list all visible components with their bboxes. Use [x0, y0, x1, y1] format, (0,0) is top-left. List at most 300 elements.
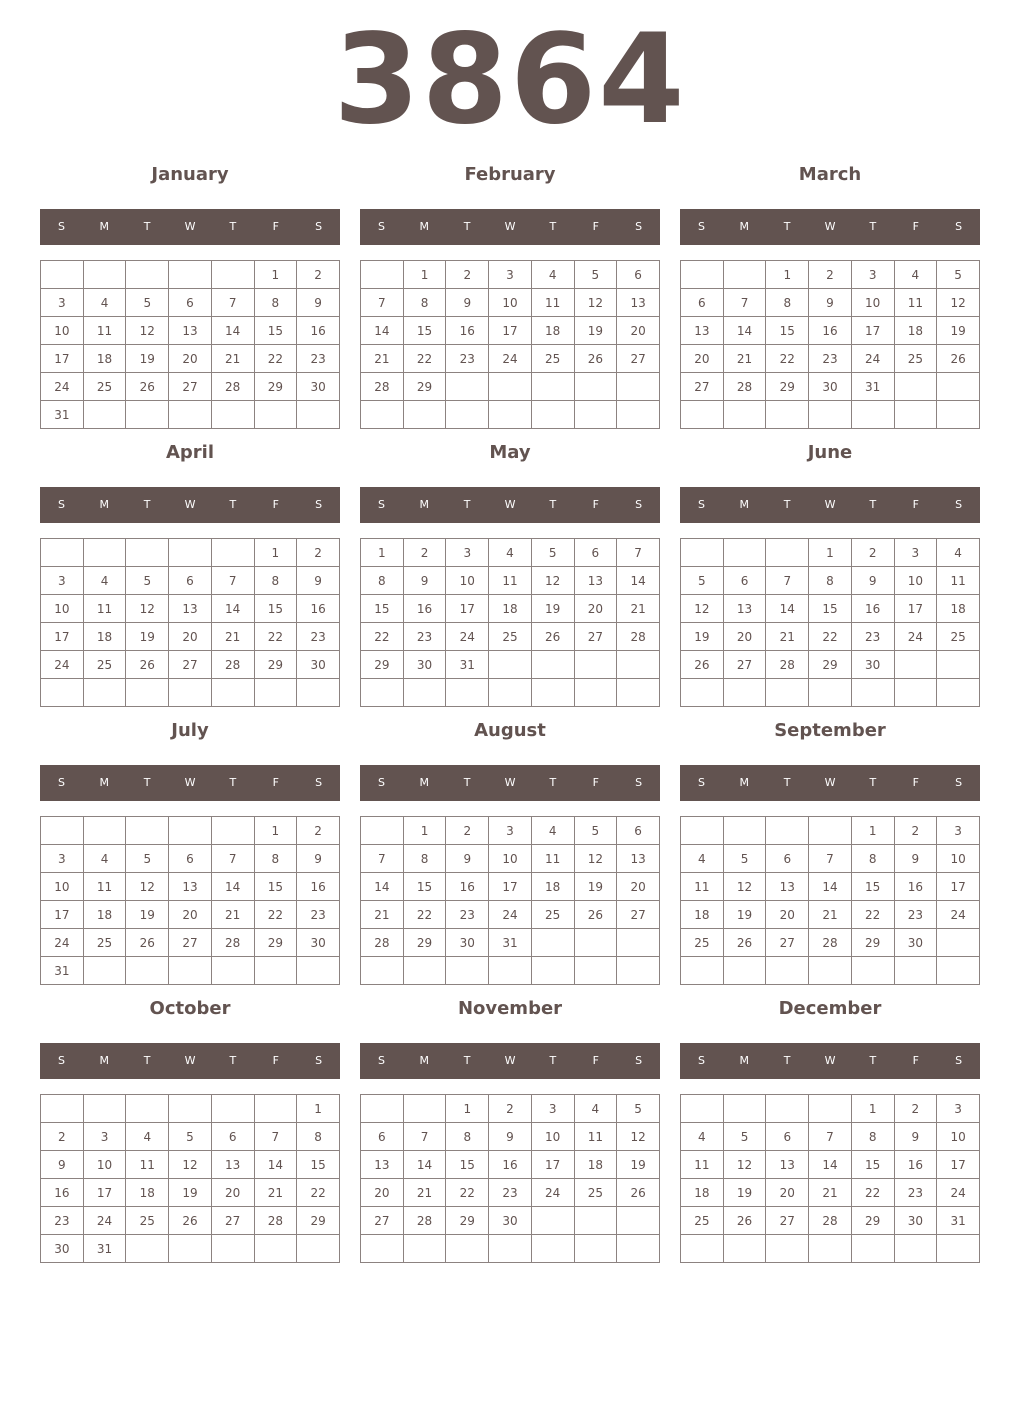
day-cell: 10	[894, 567, 937, 595]
day-cell: 9	[403, 567, 446, 595]
day-cell: 30	[297, 929, 340, 957]
day-cell: 5	[937, 261, 980, 289]
weekday-label: T	[783, 498, 791, 511]
day-cell: 28	[361, 929, 404, 957]
weekday-label: S	[57, 1054, 65, 1067]
day-cell	[681, 817, 724, 845]
day-cell: 26	[126, 373, 169, 401]
day-cell: 4	[574, 1095, 617, 1123]
week-row	[41, 317, 340, 345]
day-cell	[681, 679, 724, 707]
day-cell: 13	[766, 873, 809, 901]
day-cell	[403, 679, 446, 707]
day-cell: 16	[446, 317, 489, 345]
day-cell	[361, 679, 404, 707]
day-cell: 6	[574, 539, 617, 567]
day-cell: 17	[851, 317, 894, 345]
day-cell	[531, 373, 574, 401]
day-cell	[574, 401, 617, 429]
week-row	[41, 1207, 340, 1235]
day-cell: 6	[169, 845, 212, 873]
day-cell: 6	[617, 261, 660, 289]
day-cell: 31	[446, 651, 489, 679]
day-cell: 13	[723, 595, 766, 623]
day-cell: 14	[254, 1151, 297, 1179]
day-cell: 11	[574, 1123, 617, 1151]
day-cell	[254, 679, 297, 707]
day-cell	[211, 261, 254, 289]
day-cell: 18	[531, 873, 574, 901]
weekday-label: F	[272, 776, 279, 789]
month-name: June	[807, 442, 853, 463]
weekday-label: M	[99, 220, 110, 233]
day-cell: 22	[361, 623, 404, 651]
week-row	[361, 845, 660, 873]
weekday-label: M	[739, 776, 750, 789]
weekday-label: F	[912, 1054, 919, 1067]
day-cell: 27	[617, 345, 660, 373]
day-cell: 22	[809, 623, 852, 651]
day-cell: 29	[361, 651, 404, 679]
week-row	[41, 539, 340, 567]
day-cell: 3	[41, 289, 84, 317]
day-cell: 4	[894, 261, 937, 289]
day-cell: 20	[169, 345, 212, 373]
day-cell: 12	[126, 317, 169, 345]
day-cell: 3	[531, 1095, 574, 1123]
day-cell: 31	[489, 929, 532, 957]
month-name: August	[474, 720, 546, 741]
day-cell: 2	[809, 261, 852, 289]
weekday-label: T	[143, 776, 151, 789]
day-cell: 22	[297, 1179, 340, 1207]
day-cell: 27	[766, 929, 809, 957]
weekday-label: W	[184, 498, 196, 511]
week-row	[681, 1151, 980, 1179]
day-cell: 2	[446, 817, 489, 845]
day-cell: 14	[361, 317, 404, 345]
day-cell: 19	[126, 901, 169, 929]
day-cell: 27	[169, 929, 212, 957]
day-cell: 14	[403, 1151, 446, 1179]
day-cell	[766, 679, 809, 707]
day-cell: 21	[403, 1179, 446, 1207]
day-cell: 5	[169, 1123, 212, 1151]
day-cell: 19	[617, 1151, 660, 1179]
day-cell	[126, 817, 169, 845]
day-cell: 15	[851, 1151, 894, 1179]
day-cell: 25	[489, 623, 532, 651]
day-cell: 19	[574, 873, 617, 901]
day-cell	[211, 1095, 254, 1123]
day-cell: 28	[809, 1207, 852, 1235]
day-cell: 12	[681, 595, 724, 623]
day-cell: 7	[361, 289, 404, 317]
weekday-label: S	[697, 498, 705, 511]
weekday-label: W	[184, 1054, 196, 1067]
day-cell: 29	[809, 651, 852, 679]
day-cell	[126, 539, 169, 567]
week-row	[41, 595, 340, 623]
week-row	[681, 373, 980, 401]
day-cell: 23	[403, 623, 446, 651]
day-cell: 22	[851, 901, 894, 929]
day-cell: 11	[489, 567, 532, 595]
day-cell	[681, 957, 724, 985]
day-cell: 4	[531, 817, 574, 845]
day-grid	[360, 260, 660, 429]
week-row	[681, 1123, 980, 1151]
weekday-label: T	[143, 498, 151, 511]
day-cell	[169, 1235, 212, 1263]
day-cell	[126, 1095, 169, 1123]
day-cell: 21	[809, 1179, 852, 1207]
day-cell: 24	[41, 373, 84, 401]
weekday-label: M	[419, 1054, 430, 1067]
day-cell	[254, 401, 297, 429]
day-cell: 24	[851, 345, 894, 373]
day-cell	[617, 651, 660, 679]
day-cell: 4	[937, 539, 980, 567]
day-cell	[41, 1095, 84, 1123]
day-cell: 1	[403, 261, 446, 289]
day-cell	[723, 1095, 766, 1123]
day-cell	[169, 1095, 212, 1123]
day-cell	[809, 957, 852, 985]
day-cell: 23	[297, 901, 340, 929]
weekday-label: T	[549, 498, 557, 511]
day-cell: 3	[446, 539, 489, 567]
day-cell: 4	[126, 1123, 169, 1151]
day-cell: 12	[574, 845, 617, 873]
week-row	[41, 1235, 340, 1263]
day-cell	[894, 1235, 937, 1263]
week-row	[681, 817, 980, 845]
month-name: March	[798, 164, 862, 185]
day-cell	[126, 679, 169, 707]
day-cell	[211, 679, 254, 707]
day-cell	[126, 261, 169, 289]
day-cell	[617, 401, 660, 429]
day-cell: 3	[83, 1123, 126, 1151]
day-cell	[211, 401, 254, 429]
day-cell: 17	[489, 317, 532, 345]
day-cell: 1	[766, 261, 809, 289]
day-cell: 15	[766, 317, 809, 345]
day-cell: 30	[894, 929, 937, 957]
day-cell: 1	[446, 1095, 489, 1123]
week-row	[361, 1235, 660, 1263]
day-cell: 1	[361, 539, 404, 567]
day-cell	[617, 373, 660, 401]
day-cell: 13	[574, 567, 617, 595]
day-cell	[723, 957, 766, 985]
weekday-label: F	[912, 498, 919, 511]
weekday-label: S	[955, 220, 963, 233]
weekday-header	[680, 1043, 980, 1079]
weekday-label: W	[504, 776, 516, 789]
weekday-label: S	[955, 1054, 963, 1067]
week-row	[361, 289, 660, 317]
day-cell: 3	[894, 539, 937, 567]
day-cell: 12	[126, 595, 169, 623]
day-cell: 20	[681, 345, 724, 373]
day-cell: 25	[531, 345, 574, 373]
weekday-label: T	[229, 776, 237, 789]
day-cell: 14	[361, 873, 404, 901]
day-cell: 10	[531, 1123, 574, 1151]
day-cell: 4	[489, 539, 532, 567]
week-row	[361, 373, 660, 401]
day-cell: 7	[809, 845, 852, 873]
day-cell	[446, 1235, 489, 1263]
day-cell: 4	[681, 1123, 724, 1151]
weekday-label: T	[143, 220, 151, 233]
day-cell: 10	[937, 1123, 980, 1151]
day-cell: 2	[297, 539, 340, 567]
day-cell: 15	[297, 1151, 340, 1179]
day-cell: 24	[489, 901, 532, 929]
day-cell: 16	[297, 873, 340, 901]
day-cell	[809, 1235, 852, 1263]
day-cell	[809, 401, 852, 429]
week-row	[41, 289, 340, 317]
day-cell: 5	[723, 1123, 766, 1151]
day-cell	[617, 1235, 660, 1263]
day-cell: 16	[851, 595, 894, 623]
week-row	[41, 401, 340, 429]
weekday-label: F	[592, 1054, 599, 1067]
weekday-label: T	[549, 776, 557, 789]
day-cell: 11	[83, 317, 126, 345]
weekday-label: T	[229, 498, 237, 511]
month-name: February	[464, 164, 556, 185]
day-cell	[894, 957, 937, 985]
day-cell: 1	[851, 817, 894, 845]
day-cell: 29	[254, 651, 297, 679]
day-cell	[83, 817, 126, 845]
day-cell: 17	[41, 345, 84, 373]
day-cell: 19	[723, 1179, 766, 1207]
day-cell: 19	[126, 623, 169, 651]
day-cell: 12	[126, 873, 169, 901]
day-cell	[809, 817, 852, 845]
day-cell: 28	[254, 1207, 297, 1235]
month-name: July	[171, 720, 209, 741]
weekday-label: W	[824, 776, 836, 789]
day-cell	[617, 1207, 660, 1235]
day-cell	[83, 957, 126, 985]
month-name: October	[149, 998, 231, 1019]
weekday-label: M	[739, 498, 750, 511]
day-cell: 5	[617, 1095, 660, 1123]
day-cell	[531, 651, 574, 679]
day-cell: 20	[723, 623, 766, 651]
day-cell	[681, 261, 724, 289]
day-cell: 30	[403, 651, 446, 679]
day-cell	[531, 401, 574, 429]
day-cell: 24	[446, 623, 489, 651]
day-grid	[680, 1094, 980, 1263]
day-cell: 11	[937, 567, 980, 595]
day-cell: 20	[617, 873, 660, 901]
week-row	[361, 623, 660, 651]
day-cell	[297, 679, 340, 707]
day-cell: 5	[126, 567, 169, 595]
day-cell: 7	[766, 567, 809, 595]
week-row	[361, 567, 660, 595]
day-cell: 27	[361, 1207, 404, 1235]
day-cell: 3	[41, 845, 84, 873]
day-cell	[809, 679, 852, 707]
day-cell: 17	[489, 873, 532, 901]
day-cell	[126, 1235, 169, 1263]
day-cell: 11	[83, 595, 126, 623]
day-cell: 31	[41, 401, 84, 429]
day-cell	[894, 373, 937, 401]
month-name: November	[457, 998, 563, 1019]
day-cell: 13	[766, 1151, 809, 1179]
day-cell: 2	[41, 1123, 84, 1151]
day-cell: 2	[297, 261, 340, 289]
weekday-label: S	[57, 498, 65, 511]
day-cell: 22	[766, 345, 809, 373]
day-cell	[446, 957, 489, 985]
day-cell	[41, 679, 84, 707]
weekday-label: T	[229, 1054, 237, 1067]
day-cell	[851, 679, 894, 707]
day-cell: 23	[297, 345, 340, 373]
weekday-label: S	[57, 776, 65, 789]
weekday-label: S	[697, 220, 705, 233]
day-cell: 29	[254, 373, 297, 401]
day-cell: 21	[211, 901, 254, 929]
day-cell: 12	[617, 1123, 660, 1151]
day-cell: 31	[937, 1207, 980, 1235]
day-cell	[169, 261, 212, 289]
day-cell: 26	[723, 1207, 766, 1235]
day-cell	[617, 679, 660, 707]
day-cell: 25	[83, 651, 126, 679]
weekday-label: M	[419, 498, 430, 511]
day-cell: 10	[446, 567, 489, 595]
day-cell: 18	[83, 345, 126, 373]
weekday-label: S	[377, 220, 385, 233]
day-cell	[126, 957, 169, 985]
day-grid	[40, 260, 340, 429]
day-cell: 8	[361, 567, 404, 595]
day-cell: 8	[766, 289, 809, 317]
day-cell: 17	[41, 623, 84, 651]
week-row	[361, 929, 660, 957]
weekday-header	[40, 487, 340, 523]
day-cell: 17	[531, 1151, 574, 1179]
weekday-label: S	[377, 776, 385, 789]
day-cell	[297, 957, 340, 985]
weekday-label: T	[549, 220, 557, 233]
day-cell: 30	[297, 373, 340, 401]
day-cell	[809, 1095, 852, 1123]
week-row	[681, 1095, 980, 1123]
day-cell	[489, 1235, 532, 1263]
day-cell: 30	[446, 929, 489, 957]
day-cell: 28	[809, 929, 852, 957]
week-row	[361, 317, 660, 345]
day-cell: 28	[617, 623, 660, 651]
day-cell	[361, 261, 404, 289]
day-cell: 22	[851, 1179, 894, 1207]
day-cell: 16	[403, 595, 446, 623]
day-cell: 16	[297, 595, 340, 623]
day-cell: 19	[723, 901, 766, 929]
weekday-label: W	[504, 220, 516, 233]
day-cell	[403, 957, 446, 985]
day-cell	[574, 651, 617, 679]
day-cell: 6	[681, 289, 724, 317]
day-cell: 14	[766, 595, 809, 623]
week-row	[681, 567, 980, 595]
day-grid	[360, 816, 660, 985]
week-row	[41, 679, 340, 707]
day-cell: 15	[254, 317, 297, 345]
day-cell: 1	[297, 1095, 340, 1123]
week-row	[41, 901, 340, 929]
week-row	[41, 873, 340, 901]
day-grid	[680, 260, 980, 429]
day-cell: 29	[851, 929, 894, 957]
day-cell	[894, 679, 937, 707]
weekday-label: M	[99, 498, 110, 511]
week-row	[361, 651, 660, 679]
day-cell: 22	[403, 345, 446, 373]
day-cell	[681, 1235, 724, 1263]
day-cell: 26	[574, 345, 617, 373]
day-cell: 12	[723, 873, 766, 901]
day-cell	[361, 1235, 404, 1263]
day-cell	[894, 401, 937, 429]
day-cell: 18	[681, 1179, 724, 1207]
weekday-header	[360, 209, 660, 245]
day-cell: 17	[937, 873, 980, 901]
week-row	[361, 539, 660, 567]
day-cell	[766, 401, 809, 429]
weekday-label: M	[99, 776, 110, 789]
day-cell: 25	[937, 623, 980, 651]
week-row	[361, 1095, 660, 1123]
day-cell	[361, 401, 404, 429]
weekday-header	[360, 765, 660, 801]
week-row	[41, 567, 340, 595]
day-cell: 18	[489, 595, 532, 623]
day-cell: 21	[809, 901, 852, 929]
day-cell: 13	[169, 317, 212, 345]
day-cell: 21	[617, 595, 660, 623]
day-cell	[489, 651, 532, 679]
day-cell: 4	[83, 289, 126, 317]
day-cell	[489, 401, 532, 429]
day-cell	[574, 957, 617, 985]
day-cell: 7	[211, 845, 254, 873]
day-cell	[126, 401, 169, 429]
weekday-label: W	[504, 1054, 516, 1067]
day-cell: 11	[681, 873, 724, 901]
day-cell	[766, 817, 809, 845]
day-cell: 2	[446, 261, 489, 289]
day-cell: 13	[211, 1151, 254, 1179]
day-cell: 25	[531, 901, 574, 929]
month-name: September	[774, 720, 886, 741]
day-cell	[937, 929, 980, 957]
